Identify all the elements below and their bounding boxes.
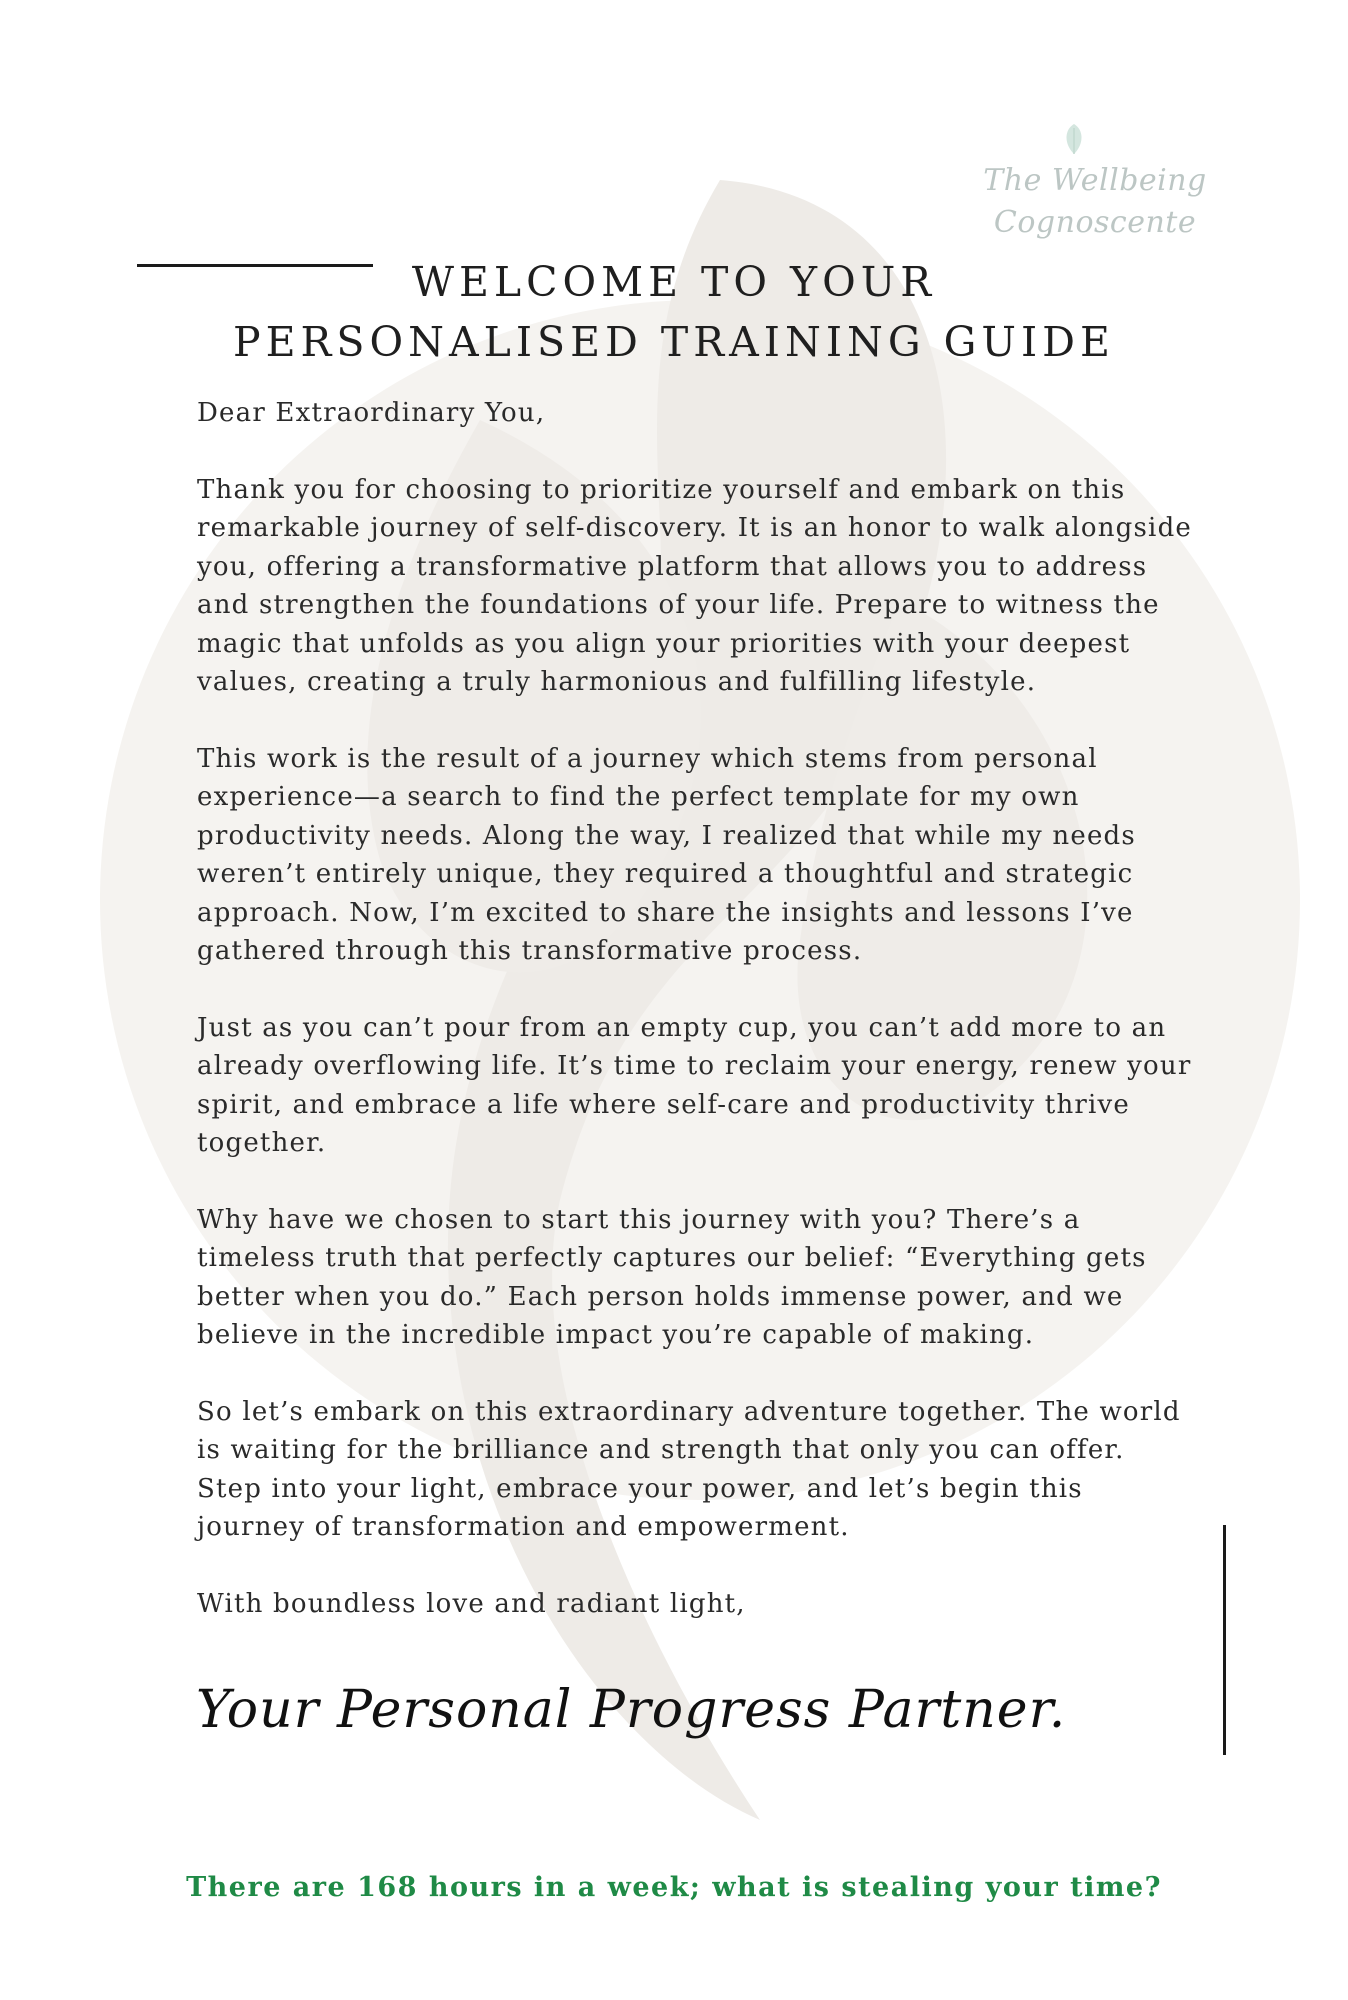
side-rule <box>1223 1525 1226 1755</box>
signature: Your Personal Progress Partner. <box>196 1680 1067 1740</box>
letter-body <box>197 394 1197 1661</box>
letter-paragraph-5: So let’s embark on this extraordinary adventure together. The world is waiting for the brilliance and strength that only you can offer. Step into your light, embrace your power, and let’s begin this journey of transformation and empowerment. <box>197 1396 1181 1542</box>
logo-line-2: Cognoscente <box>993 205 1197 240</box>
letter-closing: With boundless love and radiant light, <box>197 1588 746 1619</box>
brand-logo <box>980 120 1210 260</box>
letter-greeting: Dear Extraordinary You, <box>197 398 546 428</box>
letter-paragraph-4: Why have we chosen to start this journey with you? There’s a timeless truth that perfectly captures our belief: “Everything gets better when you do.” Each person holds immense power, and we believe in the incredible impact you’re capable of making. <box>197 1204 1147 1350</box>
leaf-icon <box>1054 120 1094 160</box>
letter-paragraph-3: Just as you can’t pour from an empty cup, you can’t add more to an already overflowing life. It’s time to reclaim your energy, renew your spirit, and embrace a life where self-care and productivity thrive together. <box>197 1012 1192 1158</box>
page-title <box>0 252 1348 372</box>
logo-line-1: The Wellbeing <box>983 163 1207 198</box>
tagline: There are 168 hours in a week; what is stealing your time? <box>186 1872 1162 1903</box>
title-line-2: PERSONALISED TRAINING GUIDE <box>233 318 1115 366</box>
title-line-1: WELCOME TO YOUR <box>411 258 937 306</box>
letter-paragraph-1: Thank you for choosing to prioritize yourself and embark on this remarkable journey of self-discovery. It is an honor to walk alongside you, offering a transformative platform that allows you to address and strengthen the foundations of your life. Prepare to witness the magic that unfolds as you align your priorities with your deepest values, creating a truly harmonious and fulfilling lifestyle. <box>197 474 1193 697</box>
letter-paragraph-2: This work is the result of a journey which stems from personal experience—a search to find the perfect template for my own productivity needs. Along the way, I realized that while my needs weren’t entirely unique, they required a thoughtful and strategic approach. Now, I’m excited to share the insights and lessons I’ve gathered through this transformative process. <box>197 743 1136 966</box>
